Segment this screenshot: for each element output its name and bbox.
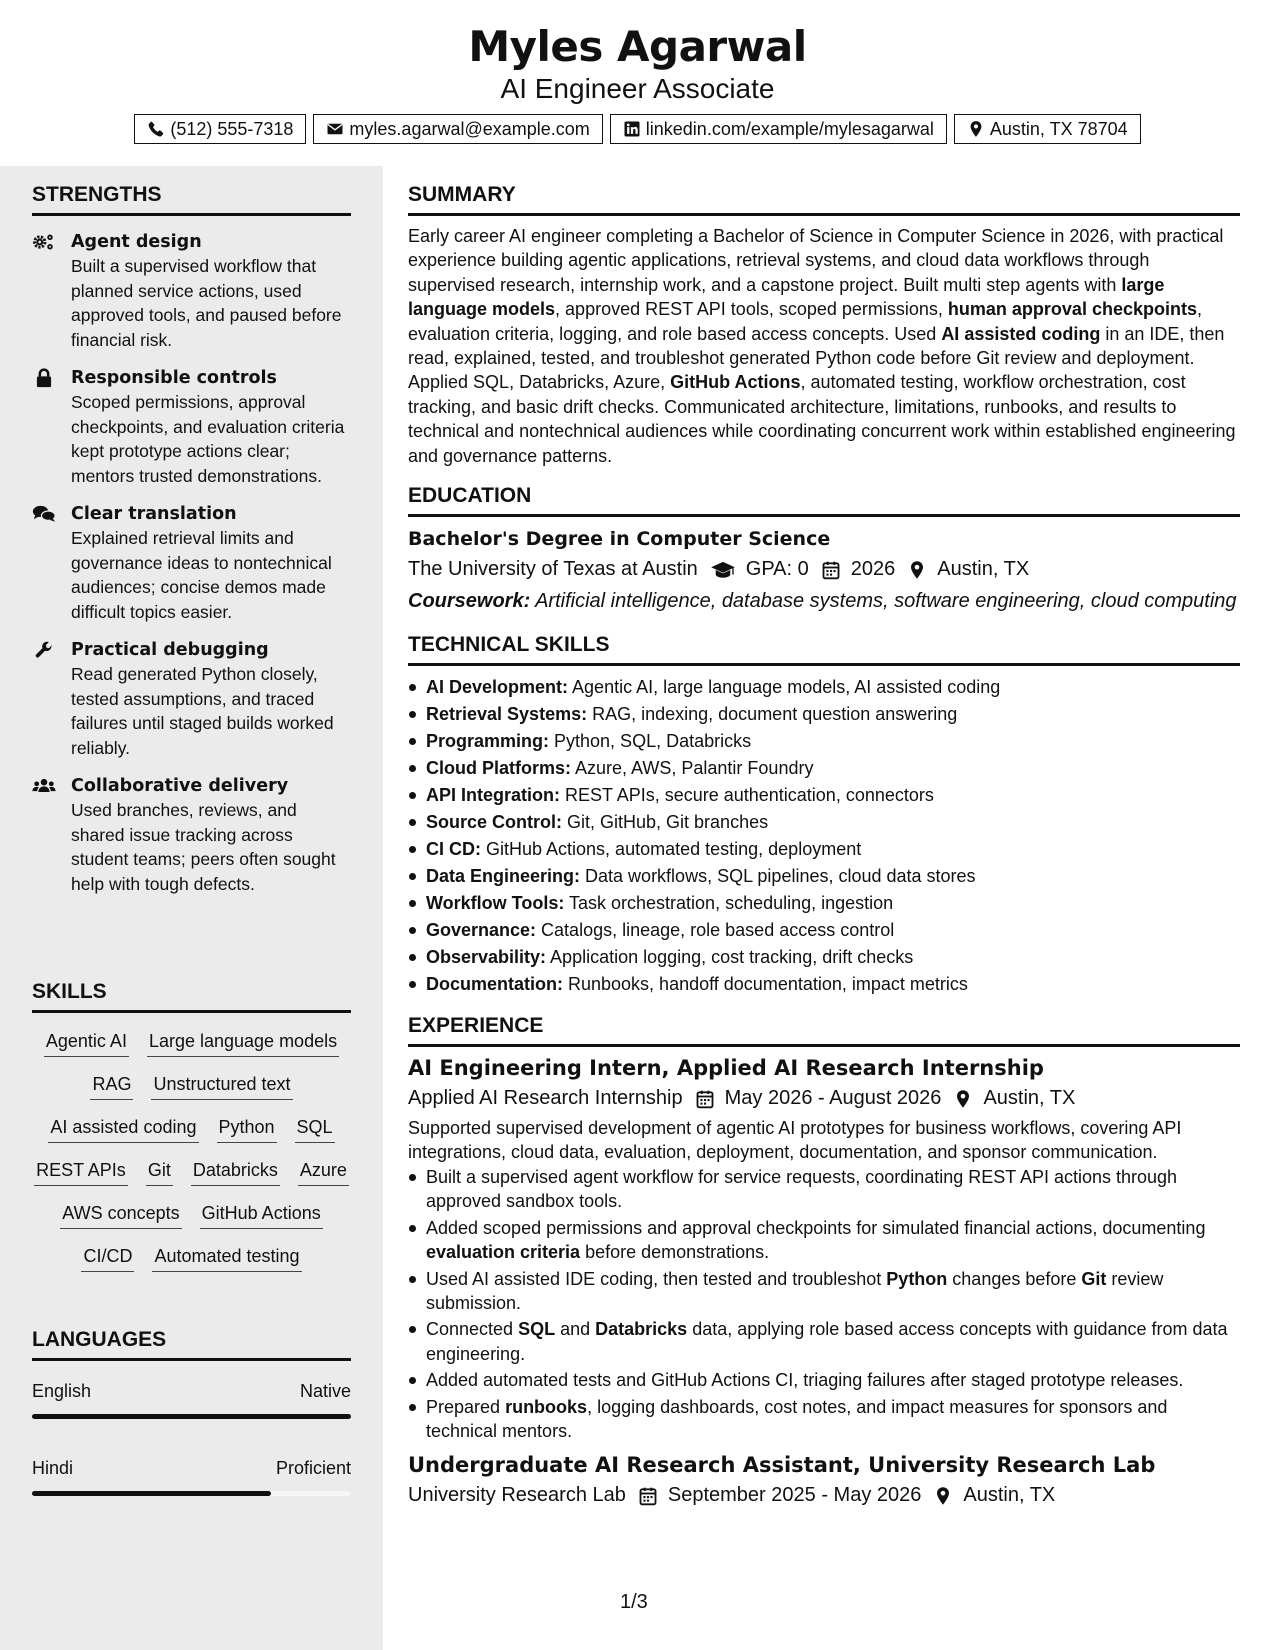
skill-category: Governance:	[426, 920, 537, 941]
job-meta	[408, 1087, 1240, 1110]
text-run: , approved REST API tools, scoped permissions,	[555, 299, 948, 320]
contact-linkedin-text: linkedin.com/example/mylesagarwal	[645, 118, 934, 139]
language-name: English	[32, 1381, 92, 1401]
skill-values: Agentic AI, large language models, AI assisted coding	[568, 677, 1001, 698]
skill-tag: AWS concepts	[60, 1201, 181, 1229]
degree-title: Bachelor's Degree in Computer Science	[408, 528, 831, 551]
graduation-cap-icon	[710, 560, 736, 580]
location-pin-icon	[907, 560, 927, 580]
text-run: Added scoped permissions and approval checkpoints for simulated financial actions, documenting	[426, 1217, 1206, 1238]
skill-category: Data Engineering:	[426, 866, 581, 887]
skill-values: Git, GitHub, Git branches	[562, 812, 769, 833]
graduation-year: 2026	[850, 558, 896, 581]
text-run: Used AI assisted IDE coding, then tested and troubleshot	[426, 1268, 887, 1289]
emphasis-text: GitHub Actions	[670, 372, 801, 393]
list-item	[408, 944, 1240, 971]
skill-category: Observability:	[426, 947, 547, 968]
list-item	[408, 1395, 1240, 1444]
job-intro: Supported supervised development of agentic AI prototypes for business workflows, covering API integrations, cloud data, evaluation, deployment, documentation, and sponsor communication.	[408, 1118, 1182, 1163]
emphasis-text: large language models	[408, 274, 1165, 320]
strength-title: Collaborative delivery	[71, 776, 289, 796]
users-icon	[32, 776, 56, 796]
technical-skills-section	[408, 633, 1240, 998]
list-item	[408, 701, 1240, 728]
emphasis-text: runbooks	[505, 1396, 588, 1417]
emphasis-text: human approval checkpoints	[947, 299, 1197, 320]
skill-category: Cloud Platforms:	[426, 758, 572, 779]
emphasis-text: Git	[1081, 1268, 1107, 1289]
text-run: before demonstrations.	[580, 1242, 770, 1263]
coursework-list: Artificial intelligence, database systems, software engineering, cloud computing	[530, 590, 1237, 613]
strength-item	[32, 366, 351, 488]
skill-values: Python, SQL, Databricks	[549, 731, 752, 752]
experience-heading: EXPERIENCE	[408, 1014, 1240, 1047]
list-item	[408, 917, 1240, 944]
skill-tag: Databricks	[191, 1158, 280, 1186]
emphasis-text: Databricks	[595, 1319, 688, 1340]
list-item	[408, 971, 1240, 998]
skills-heading: SKILLS	[32, 980, 351, 1013]
page-number: 1/3	[620, 1591, 648, 1613]
language-level: Native	[299, 1381, 351, 1401]
strength-desc: Used branches, reviews, and shared issue tracking across student teams; peers often sought help with tough defects.	[71, 800, 336, 894]
candidate-name: Myles Agarwal	[468, 22, 807, 71]
text-run: review submission.	[426, 1268, 1164, 1313]
strength-desc: Built a supervised workflow that planned service actions, used approved tools, and paused before financial risk.	[71, 256, 342, 350]
list-item	[408, 674, 1240, 701]
job-dates: May 2026 - August 2026	[724, 1087, 942, 1110]
list-item	[408, 1317, 1240, 1366]
skill-category: CI CD:	[426, 839, 481, 860]
text-run: and	[555, 1319, 596, 1340]
emphasis-text: Python	[886, 1268, 948, 1289]
emphasis-text: AI assisted coding	[941, 323, 1101, 344]
contact-location-text: Austin, TX 78704	[989, 118, 1128, 139]
skills-row	[32, 1115, 351, 1143]
skills-row	[32, 1072, 351, 1100]
job-meta	[408, 1484, 1240, 1507]
strength-item	[32, 230, 351, 352]
skill-category: Workflow Tools:	[426, 893, 565, 914]
skill-tag: Git	[146, 1158, 173, 1186]
strength-item	[32, 502, 351, 624]
strength-desc: Read generated Python closely, tested assumptions, and traced failures until staged builds worked reliably.	[71, 664, 334, 758]
skills-row	[32, 1158, 351, 1186]
skill-category: Retrieval Systems:	[426, 704, 588, 725]
strength-item	[32, 638, 351, 760]
strength-desc: Explained retrieval limits and governance ideas to nontechnical audiences; concise demos made difficult topics easier.	[71, 528, 332, 622]
skill-tag: Agentic AI	[44, 1029, 129, 1057]
technical-skills-heading: TECHNICAL SKILLS	[408, 633, 1240, 666]
envelope-icon	[326, 120, 344, 138]
list-item	[408, 863, 1240, 890]
skill-category: Source Control:	[426, 812, 563, 833]
calendar-icon	[821, 560, 841, 580]
text-run: Added automated tests and GitHub Actions CI, triaging failures after staged prototype releases.	[426, 1370, 1184, 1391]
job-location: Austin, TX	[963, 1484, 1056, 1507]
skill-values: Azure, AWS, Palantir Foundry	[571, 758, 814, 779]
job-location: Austin, TX	[983, 1087, 1076, 1110]
language-level-fill	[32, 1414, 351, 1419]
strength-title: Responsible controls	[71, 368, 277, 388]
list-item	[408, 755, 1240, 782]
skill-values: Runbooks, handoff documentation, impact metrics	[563, 974, 968, 995]
text-run: Connected	[426, 1319, 519, 1340]
language-level-bar	[32, 1491, 351, 1496]
skill-tag: CI/CD	[81, 1244, 134, 1272]
text-run: changes before	[947, 1268, 1082, 1289]
phone-icon	[147, 120, 165, 138]
job-title: Undergraduate AI Research Assistant, University Research Lab	[408, 1453, 1156, 1478]
strength-title: Practical debugging	[71, 640, 269, 660]
list-item	[408, 890, 1240, 917]
list-item	[408, 1368, 1240, 1392]
location-pin-icon	[953, 1089, 973, 1109]
list-item	[408, 836, 1240, 863]
skill-category: AI Development:	[426, 677, 569, 698]
wrench-icon	[32, 640, 56, 660]
strength-title: Agent design	[71, 232, 202, 252]
skill-category: Programming:	[426, 731, 550, 752]
gears-icon	[32, 232, 56, 252]
skills-list	[32, 1029, 351, 1272]
calendar-icon	[695, 1089, 715, 1109]
location-pin-icon	[967, 120, 985, 138]
list-item	[408, 1216, 1240, 1265]
skill-category: API Integration:	[426, 785, 560, 806]
skill-values: REST APIs, secure authentication, connectors	[560, 785, 934, 806]
experience-section	[408, 1014, 1240, 1507]
summary-section	[408, 183, 1240, 468]
skills-row	[32, 1029, 351, 1057]
job-entry	[408, 1056, 1240, 1443]
skill-tag: SQL	[295, 1115, 335, 1143]
emphasis-text: evaluation criteria	[426, 1242, 581, 1263]
text-run: in an IDE, then read, explained, tested, and troubleshot generated Python code before Git review and deployment. Applied SQL, Databricks, Azure,	[408, 323, 1225, 393]
language-level-bar	[32, 1414, 351, 1419]
text-run: Built a supervised agent workflow for service requests, coordinating REST API actions through approved sandbox tools.	[426, 1166, 1178, 1212]
text-run: , logging dashboards, cost notes, and impact measures for sponsors and technical mentors.	[426, 1396, 1168, 1441]
left-sidebar	[0, 166, 383, 1650]
resume-header	[0, 0, 1275, 166]
education-location: Austin, TX	[937, 558, 1030, 581]
contact-bar	[0, 114, 1275, 144]
job-bullets	[408, 1165, 1240, 1443]
strengths-heading: STRENGTHS	[32, 183, 351, 216]
list-item	[408, 1165, 1240, 1214]
gpa: GPA: 0	[745, 558, 809, 581]
education-section	[408, 484, 1240, 613]
skill-values: Application logging, cost tracking, drift checks	[546, 947, 914, 968]
skill-values: RAG, indexing, document question answering	[587, 704, 958, 725]
strength-desc: Scoped permissions, approval checkpoints, and evaluation criteria kept prototype actions clear; mentors trusted demonstrations.	[71, 392, 345, 486]
skills-section	[32, 980, 351, 1272]
skill-tag: RAG	[90, 1072, 133, 1100]
list-item	[408, 728, 1240, 755]
language-name: Hindi	[32, 1458, 74, 1478]
skill-tag: Azure	[298, 1158, 349, 1186]
skills-row	[32, 1201, 351, 1229]
language-level-fill	[32, 1491, 271, 1496]
list-item	[408, 782, 1240, 809]
language-level: Proficient	[275, 1458, 351, 1478]
skill-tag: Unstructured text	[151, 1072, 292, 1100]
job-entry	[408, 1453, 1240, 1507]
skill-tag: Python	[217, 1115, 277, 1143]
summary-text	[408, 224, 1240, 468]
skill-tag: GitHub Actions	[200, 1201, 323, 1229]
chat-bubbles-icon	[32, 504, 56, 524]
main-column	[408, 166, 1240, 1507]
contact-location	[954, 114, 1141, 144]
skill-tag: Automated testing	[152, 1244, 301, 1272]
contact-phone-text: (512) 555-7318	[170, 118, 294, 139]
skill-values: Task orchestration, scheduling, ingestion	[564, 893, 894, 914]
text-run: Prepared	[426, 1396, 506, 1417]
skill-tag: Large language models	[147, 1029, 339, 1057]
job-org: Applied AI Research Internship	[408, 1087, 683, 1110]
text-run: , evaluation criteria, logging, and role based access concepts. Used	[408, 299, 1202, 344]
strength-item	[32, 774, 351, 896]
skill-values: GitHub Actions, automated testing, deployment	[481, 839, 862, 860]
summary-heading: SUMMARY	[408, 183, 1240, 216]
skill-tag: AI assisted coding	[48, 1115, 198, 1143]
strength-title: Clear translation	[71, 504, 237, 524]
school-name: The University of Texas at Austin	[408, 558, 698, 581]
skills-row	[32, 1244, 351, 1272]
languages-section	[32, 1328, 351, 1496]
linkedin-icon	[623, 120, 641, 138]
strengths-section	[32, 183, 351, 896]
location-pin-icon	[933, 1486, 953, 1506]
list-item	[408, 1267, 1240, 1316]
job-title: AI Engineering Intern, Applied AI Research Internship	[408, 1056, 1044, 1081]
coursework-label: Coursework:	[408, 590, 531, 613]
skill-values: Catalogs, lineage, role based access control	[536, 920, 895, 941]
lock-icon	[32, 368, 56, 388]
contact-email[interactable]	[313, 114, 602, 144]
text-run: data, applying role based access concepts with guidance from data engineering.	[426, 1319, 1228, 1364]
language-item	[32, 1458, 351, 1496]
skill-category: Documentation:	[426, 974, 563, 995]
contact-linkedin[interactable]	[610, 114, 947, 144]
education-heading: EDUCATION	[408, 484, 1240, 517]
contact-email-text: myles.agarwal@example.com	[349, 118, 590, 139]
emphasis-text: SQL	[518, 1319, 556, 1340]
contact-phone[interactable]	[134, 114, 306, 144]
calendar-icon	[638, 1486, 658, 1506]
job-org: University Research Lab	[408, 1484, 626, 1507]
job-dates: September 2025 - May 2026	[667, 1484, 922, 1507]
language-item	[32, 1381, 351, 1419]
text-run: Early career AI engineer completing a Bachelor of Science in Computer Science in 2026, with practical experience building agentic applications, retrieval systems, and cloud data workflows through supervised research, internship work, and a capstone project. Built multi step agents with	[408, 226, 1224, 295]
list-item	[408, 809, 1240, 836]
skill-values: Data workflows, SQL pipelines, cloud data stores	[580, 866, 976, 887]
skill-tag: REST APIs	[34, 1158, 128, 1186]
coursework	[408, 589, 1240, 613]
technical-skills-list	[408, 674, 1240, 998]
languages-heading: LANGUAGES	[32, 1328, 351, 1361]
education-meta	[408, 558, 1240, 581]
candidate-role: AI Engineer Associate	[500, 73, 775, 104]
text-run: , automated testing, workflow orchestration, cost tracking, and basic drift checks. Communicated architecture, limitations, runbooks, and results to technical and nontechnical audiences while coordinating concurrent work within established engineering and governance patterns.	[408, 372, 1236, 466]
